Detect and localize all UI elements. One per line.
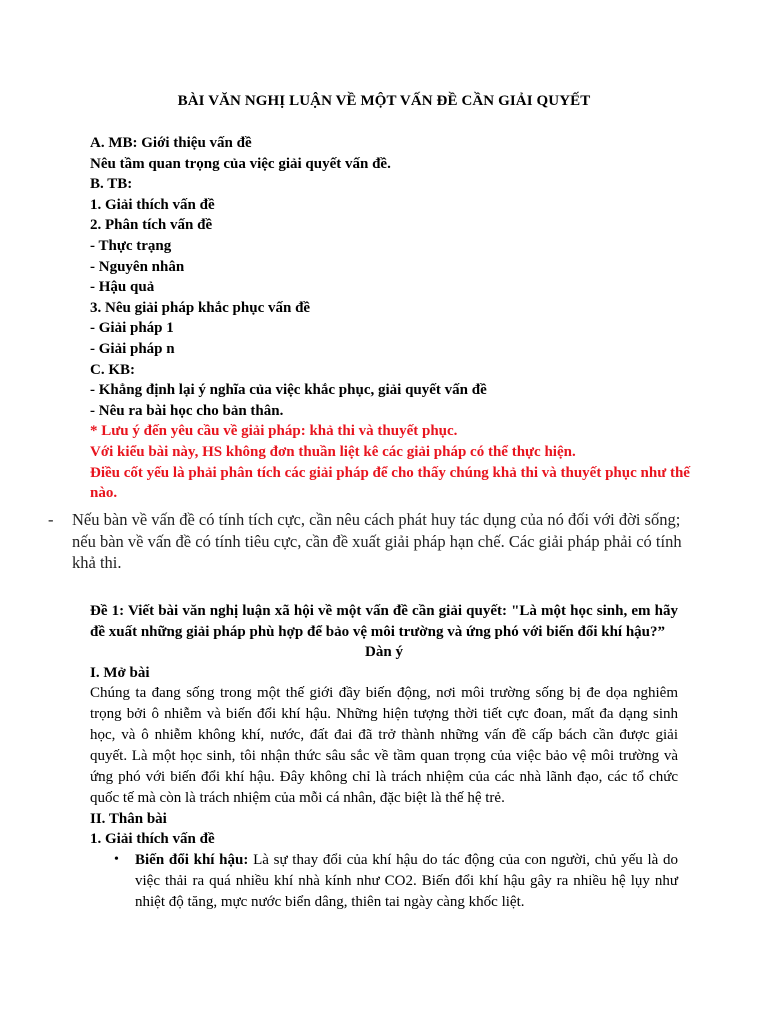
outline-line: - Khẳng định lại ý nghĩa của việc khắc phục, giải quyết vấn đề — [90, 382, 487, 399]
outline-note-line: Với kiểu bài này, HS không đơn thuần liệt kê các giải pháp có thể thực hiện. — [90, 443, 576, 460]
outline-line: B. TB: — [90, 176, 133, 193]
outline-line: C. KB: — [90, 361, 135, 378]
section-heading: 1. Giải thích vấn đề — [90, 831, 215, 848]
outline-line: A. MB: Giới thiệu vấn đề — [90, 135, 252, 151]
intro-heading: I. Mở bài — [90, 664, 150, 681]
document-title: BÀI VĂN NGHỊ LUẬN VỀ MỘT VẤN ĐỀ CẦN GIẢI QUYẾT — [177, 93, 591, 109]
body-heading: II. Thân bài — [90, 810, 167, 827]
outline-line: - Thực trạng — [90, 237, 172, 254]
outline-line: - Nguyên nhân — [90, 258, 185, 275]
outline-note-line: * Lưu ý đến yêu cầu về giải pháp: khả thi và thuyết phục. — [90, 423, 458, 440]
outline-line: - Hậu quả — [90, 279, 155, 296]
outline-heading: Dàn ý — [365, 644, 403, 661]
exercise-section — [90, 601, 678, 913]
outline-note-line: Điều cốt yếu là phải phân tích các giải pháp để cho thấy chúng khả thi và thuyết phục như thế nào. — [90, 464, 690, 502]
intro-paragraph: Chúng ta đang sống trong một thế giới đầy biến động, nơi môi trường sống bị đe dọa nghiêm trọng bởi ô nhiễm và biến đổi khí hậu. Những hiện tượng thời tiết cực đoan, mất đa dạng sinh học, và ô nhiễm không khí, nước, đất đai đã trở thành những vấn đề cấp bách cần được giải quyết. Là một học sinh, tôi nhận thức sâu sắc về tầm quan trọng của việc bảo vệ môi trường và ứng phó với biến đổi khí hậu. Đây không chỉ là trách nhiệm của các nhà lãnh đạo, các tổ chức quốc tế mà còn là trách nhiệm của mỗi cá nhân, đặc biệt là thế hệ trẻ. — [90, 685, 678, 806]
outline-line: 1. Giải thích vấn đề — [90, 196, 215, 213]
outline-line: - Nêu ra bài học cho bản thân. — [90, 402, 284, 419]
dash-note — [48, 509, 688, 574]
dash-note-text: Nếu bàn về vấn đề có tính tích cực, cần nêu cách phát huy tác dụng của nó đối với đời sống; nếu bàn về vấn đề có tính tiêu cực, cần đề xuất giải pháp hạn chế. Các giải pháp phải có tính khả thi. — [72, 510, 682, 572]
bullet-icon: • — [114, 852, 119, 867]
outline-line: Nêu tầm quan trọng của việc giải quyết vấn đề. — [90, 155, 391, 172]
outline-line: - Giải pháp n — [90, 340, 175, 357]
bullet-list — [90, 850, 678, 913]
list-item — [90, 850, 678, 913]
outline-line: 3. Nêu giải pháp khắc phục vấn đề — [90, 299, 311, 316]
essay-outline — [90, 133, 690, 504]
outline-line: - Giải pháp 1 — [90, 320, 174, 337]
dash-marker: - — [48, 510, 54, 529]
bullet-term: Biến đổi khí hậu: — [135, 852, 249, 868]
bullet-text: Là sự thay đổi của khí hậu do tác động của con người, chủ yếu là do việc thải ra quá nhiều khí nhà kính như CO2. Biến đổi khí hậu gây ra nhiều hệ lụy như nhiệt độ tăng, mực nước biển dâng, thiên tai ngày càng khốc liệt. — [135, 852, 678, 910]
outline-line: 2. Phân tích vấn đề — [90, 217, 213, 234]
exercise-prompt: Đề 1: Viết bài văn nghị luận xã hội về một vấn đề cần giải quyết: "Là một học sinh, em hãy đề xuất những giải pháp phù hợp để bảo vệ môi trường và ứng phó với biến đổi khí hậu?” — [90, 603, 678, 640]
